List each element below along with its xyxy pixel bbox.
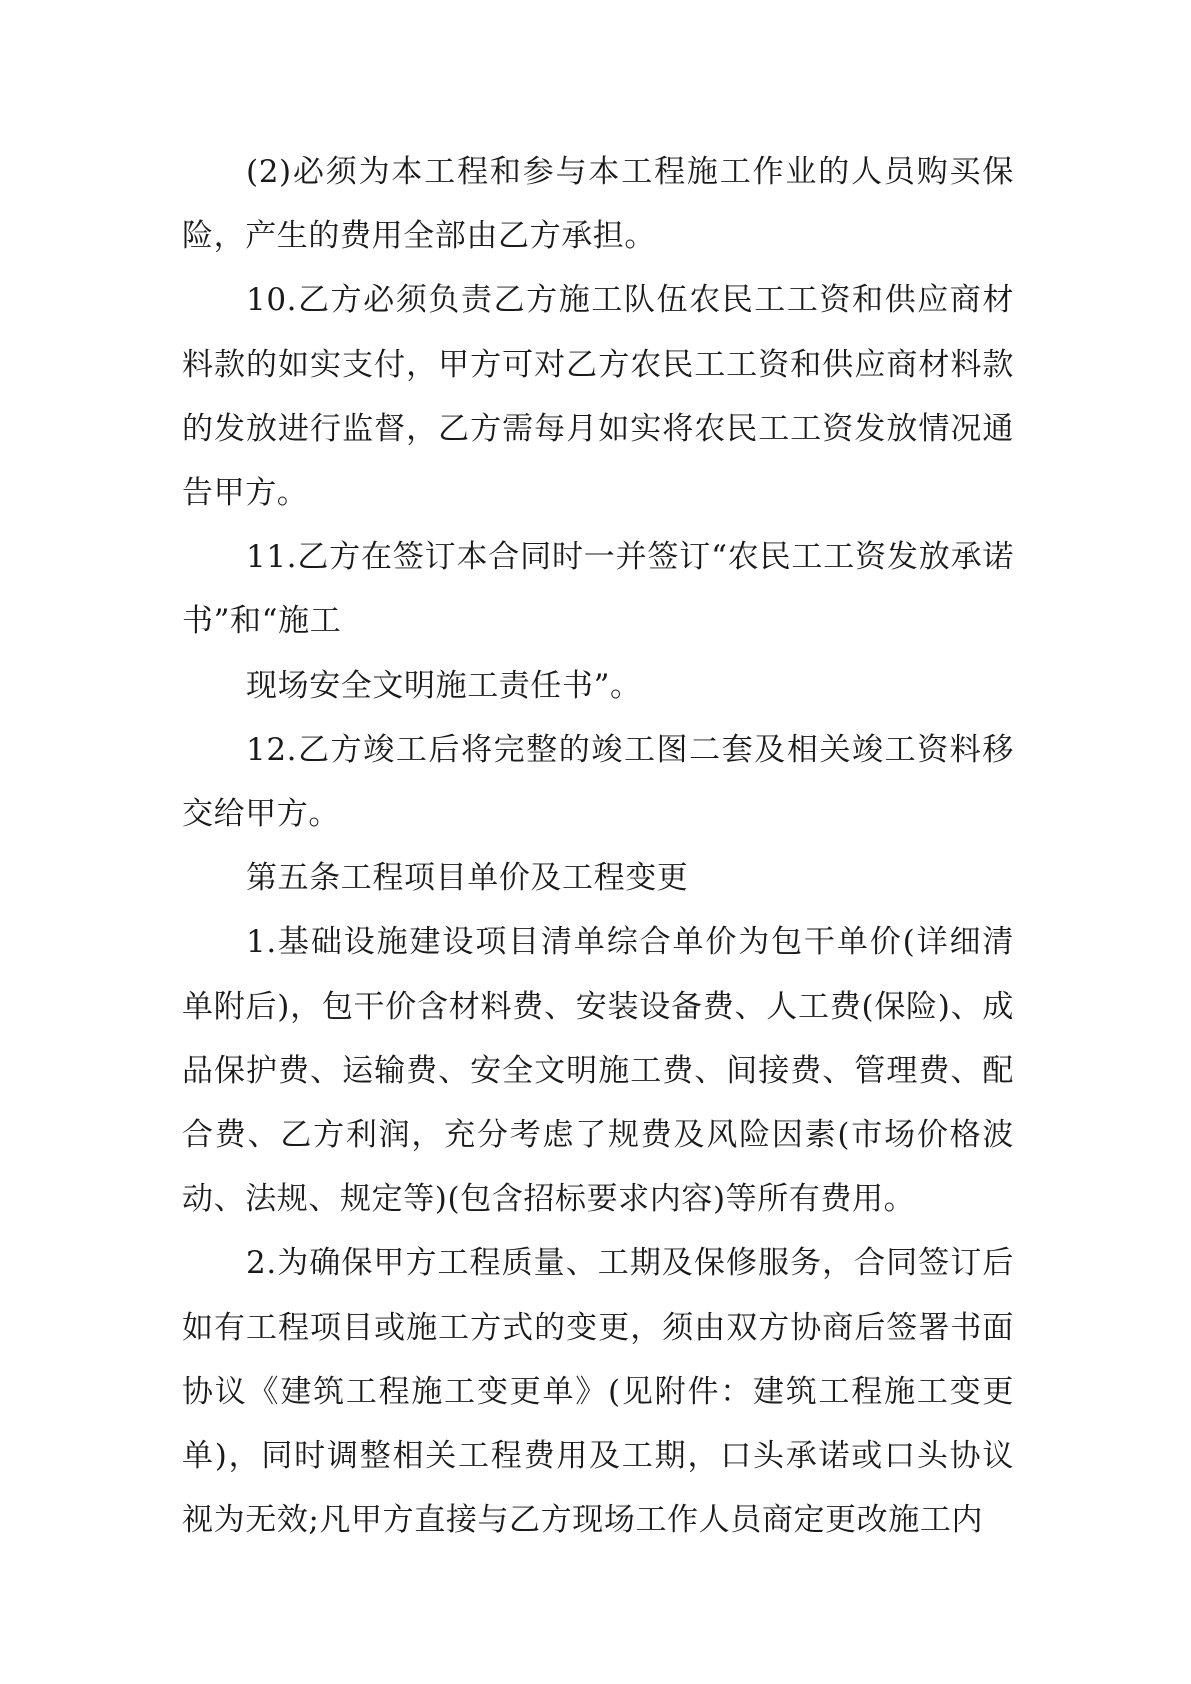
paragraph-insurance: (2)必须为本工程和参与本工程施工作业的人员购买保险，产生的费用全部由乙方承担。 bbox=[182, 154, 1014, 255]
paragraph-11-commitment: 11.乙方在签订本合同时一并签订“农民工工资发放承诺书”和“施工 bbox=[182, 539, 1014, 640]
paragraph-10-wage-payment: 10.乙方必须负责乙方施工队伍农民工工资和供应商材料款的如实支付，甲方可对乙方农民工工资和供应商材料款的发放进行监督，乙方需每月如实将农民工工资发放情况通告甲方。 bbox=[182, 282, 1014, 512]
paragraph-12-completion-drawings: 12.乙方竣工后将完整的竣工图二套及相关竣工资料移交给甲方。 bbox=[182, 731, 1014, 833]
paragraph-1-unit-price: 1.基础设施建设项目清单综合单价为包干单价(详细清单附后)，包干价含材料费、安装设备费、人工费(保险)、成品保护费、运输费、安全文明施工费、间接费、管理费、配合费、乙方利润，充分考虑了规费及风险因素(市场价格波动、法规、规定等)(包含招标要求内容)等所有费用。 bbox=[182, 924, 1014, 1218]
paragraph-11-continuation: 现场安全文明施工责任书”。 bbox=[246, 667, 642, 704]
document-body bbox=[182, 140, 1014, 1552]
paragraph-2-engineering-change: 2.为确保甲方工程质量、工期及保修服务，合同签订后如有工程项目或施工方式的变更，须由双方协商后签署书面协议《建筑工程施工变更单》(见附件：建筑工程施工变更单)，同时调整相关工程费用及工期，口头承诺或口头协议视为无效;凡甲方直接与乙方现场工作人员商定更改施工内 bbox=[182, 1245, 1014, 1539]
section-heading-article-5: 第五条工程项目单价及工程变更 bbox=[246, 860, 689, 897]
